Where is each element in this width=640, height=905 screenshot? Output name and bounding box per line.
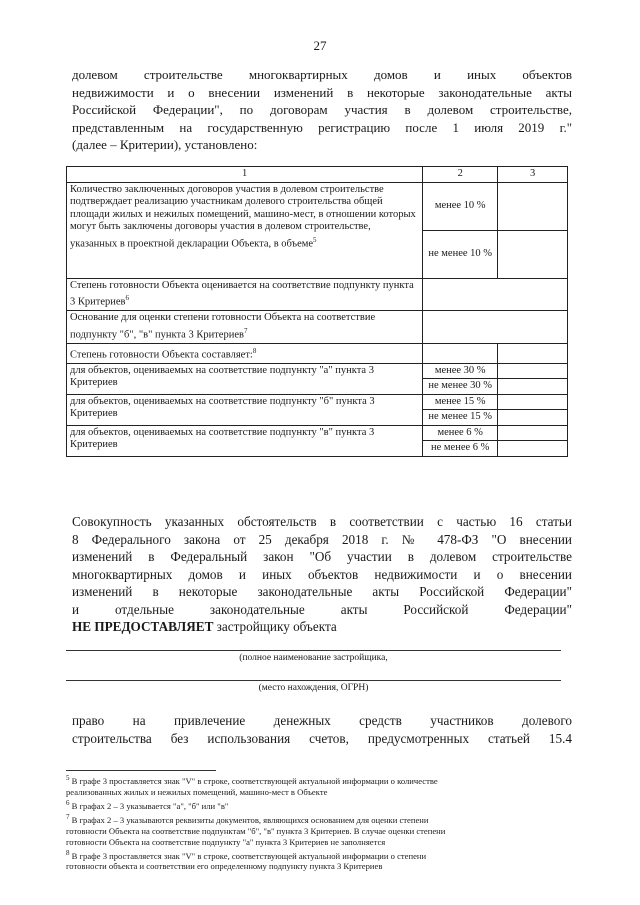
table-row [67, 363, 568, 379]
intro-line: Российской Федерации", по договорам участия в долевом строительстве, [72, 102, 572, 117]
footnotes [66, 773, 566, 872]
intro-line: представленным на государственную регистрацию после 1 июля 2019 г." [72, 119, 572, 135]
table-row [67, 425, 568, 441]
header-col-3: 3 [498, 167, 568, 183]
row-readiness-subpoint: Степень готовности Объекта оценивается на соответствие подпункту пункта 3 Критериев$^6$ [67, 278, 423, 311]
intro-line: (далее – Критерии), установлено: [72, 137, 258, 152]
row-readiness-subpoint-value [423, 278, 568, 311]
row-subpoint-b-low: менее 15 % [423, 394, 498, 410]
final-line: право на привлечение денежных средств участников долевого [72, 713, 572, 728]
table-row [67, 182, 568, 230]
final-paragraph [72, 712, 572, 747]
row-readiness-degree-c2 [423, 343, 498, 363]
intro-paragraph [72, 66, 572, 154]
conclusion-tail: застройщику объекта [213, 619, 337, 634]
row-subpoint-b-high: не менее 15 % [423, 410, 498, 426]
row-subpoint-a-low: менее 30 % [423, 363, 498, 379]
header-col-1: 1 [67, 167, 423, 183]
criteria-table [66, 166, 568, 457]
row-contracts-value-high: не менее 10 % [423, 230, 498, 278]
footnote-7-cont: готовности Объекта на соответствие подпункту "а" пункта 3 Критериев не заполняется [66, 836, 386, 847]
row-subpoint-c-mark-high [498, 441, 568, 457]
row-contracts-mark-high [498, 230, 568, 278]
row-subpoint-a-mark-high [498, 379, 568, 395]
footnote-5-cont: реализованных жилых и нежилых помещений, машино-мест в Объекте [66, 786, 328, 797]
developer-location-line[interactable] [66, 680, 561, 681]
table-row [67, 311, 568, 344]
footnote-8: $^8$ В графе 3 проставляется знак "V" в строке, соответствующей актуальной информации о степени [66, 848, 427, 861]
developer-name-line[interactable] [66, 650, 561, 651]
conclusion-last-line [72, 618, 572, 636]
developer-name-caption: (полное наименование застройщика, [239, 653, 388, 663]
row-subpoint-b-mark-high [498, 410, 568, 426]
conclusion-line: Совокупность указанных обстоятельств в соответствии с частью 16 статьи [72, 514, 572, 529]
conclusion-line: многоквартирных домов и иных объектов недвижимости и о внесении [72, 566, 572, 582]
row-readiness-degree-c3 [498, 343, 568, 363]
intro-line: недвижимости и о внесении изменений в некоторые законодательные акты [72, 84, 572, 100]
row-subpoint-c-low: менее 6 % [423, 425, 498, 441]
row-subpoint-c-mark-low [498, 425, 568, 441]
intro-line: долевом строительстве многоквартирных домов и иных объектов [72, 67, 572, 82]
footnote-7: $^7$ В графах 2 – 3 указываются реквизиты документов, являющихся основанием для оценки степени [66, 812, 429, 825]
refusal-emphasis: НЕ ПРЕДОСТАВЛЯЕТ [72, 619, 214, 634]
table-row [67, 278, 568, 311]
conclusion-line: и отдельные законодательные акты Российской Федерации" [72, 601, 572, 617]
row-contracts-text: Количество заключенных договоров участия в долевом строительстве подтверждает реализацию участникам долевого строительства общей площади жилых и нежилых помещений, машино-мест, в отношении которых могут быть заключены договоры участия в долевом строительстве, указанных в проектной декларации Объекта, в объеме$^5$ [67, 182, 423, 278]
row-subpoint-a-text: для объектов, оцениваемых на соответствие подпункту "а" пункта 3 Критериев [67, 363, 423, 394]
table-row [67, 343, 568, 363]
header-col-2: 2 [423, 167, 498, 183]
conclusion-line: изменений в Федеральный закон "Об участии в долевом строительстве [72, 549, 572, 564]
developer-location-caption: (место нахождения, ОГРН) [258, 683, 369, 693]
row-readiness-basis-value [423, 311, 568, 344]
footnote-7-cont: готовности Объекта на соответствие подпунктам "б", "в" пункта 3 Критериев. В случае оценки степени [66, 825, 446, 836]
row-readiness-basis: Основание для оценки степени готовности Объекта на соответствие подпункту "б", "в" пункта 3 Критериев$^7$ [67, 311, 423, 344]
conclusion-line: 8 Федерального закона от 25 декабря 2018 г. № 478-ФЗ "О внесении [72, 531, 572, 547]
row-subpoint-a-mark-low [498, 363, 568, 379]
footnote-6: $^6$ В графах 2 – 3 указывается "а", "б" или "в" [66, 798, 229, 811]
row-subpoint-b-text: для объектов, оцениваемых на соответствие подпункту "б" пункта 3 Критериев [67, 394, 423, 425]
row-subpoint-a-high: не менее 30 % [423, 379, 498, 395]
row-readiness-degree: Степень готовности Объекта составляет:$^8$ [67, 343, 423, 363]
page-number: 27 [313, 38, 327, 53]
row-subpoint-c-high: не менее 6 % [423, 441, 498, 457]
conclusion-paragraph [72, 513, 572, 636]
row-subpoint-c-text: для объектов, оцениваемых на соответствие подпункту "в" пункта 3 Критериев [67, 425, 423, 456]
final-line: строительства без использования счетов, предусмотренных статьей 15.4 [72, 730, 572, 746]
row-contracts-value-low: менее 10 % [423, 182, 498, 230]
footnote-8-cont: готовности объекта и соответствии его определенному подпункту пункта 3 Критериев [66, 861, 383, 872]
footnote-separator [66, 770, 216, 771]
row-contracts-mark-low [498, 182, 568, 230]
row-subpoint-b-mark-low [498, 394, 568, 410]
table-header-row [67, 167, 568, 183]
table-row [67, 394, 568, 410]
footnote-5: $^5$ В графе 3 проставляется знак "V" в строке, соответствующей актуальной информации о количестве [66, 774, 438, 786]
conclusion-line: изменений в некоторые законодательные акты Российской Федерации" [72, 584, 572, 599]
